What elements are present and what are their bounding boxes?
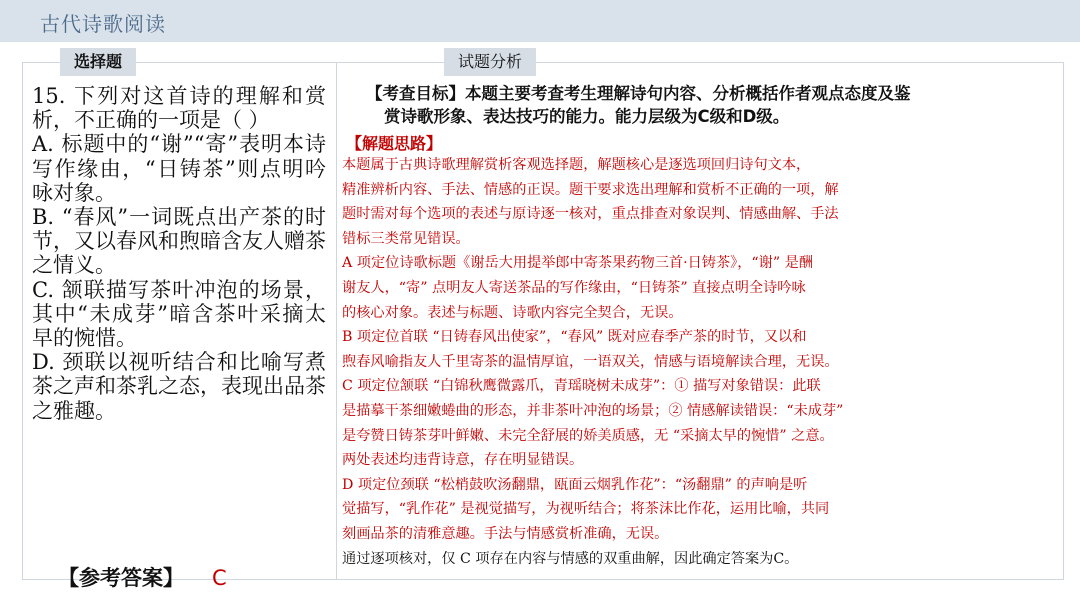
analysis-line: 觉描写，“乳作花” 是视觉描写，为视听结合；将茶沫比作花，运用比喻，共同: [342, 501, 830, 518]
answer-letter: C: [212, 566, 227, 590]
answer-label: 【参考答案】: [58, 566, 184, 590]
analysis-line: 题时需对每个选项的表述与原诗逐一核对，重点排查对象误判、情感曲解、手法: [342, 206, 839, 223]
tab-question-analysis: 试题分析: [444, 48, 536, 76]
question-text: 15. 下列对这首诗的理解和赏析，不正确的一项是（ ） A. 标题中的“谢”“寄”表明本诗写作缘由，“日铸茶”则点明吟咏对象。 B. “春风”一词既点出产茶的时节，又以春风和煦暗含友人赠茶之情义。 C. 颔联描写茶叶冲泡的场景，其中“未成芽”暗含茶叶采摘太早的惋惜。 D. 颈联以视听结合和比喻写煮茶之声和茶乳之态，表现出品茶之雅趣。: [32, 84, 326, 423]
exam-target: [366, 82, 1036, 128]
analysis-line: 本题属于古典诗歌理解赏析客观选择题，解题核心是逐选项回归诗句文本，: [342, 157, 811, 173]
page-title: 古代诗歌阅读: [40, 12, 166, 36]
reference-answer: [58, 562, 227, 590]
exam-target-line-1: 【考查目标】本题主要考查考生理解诗句内容、分析概括作者观点态度及鉴: [366, 84, 911, 103]
analysis-line: 是描摹干茶细嫩蜷曲的形态，并非茶叶冲泡的场景；② 情感解读错误：“未成芽”: [342, 402, 844, 419]
analysis-line: 谢友人，“寄” 点明友人寄送茶品的写作缘由，“日铸茶” 直接点明全诗吟咏: [342, 279, 806, 296]
analysis-line: B 项定位首联 “日铸春风出使家”，“春风” 既对应春季产茶的时节，又以和: [342, 329, 807, 346]
analysis-line: A 项定位诗歌标题《谢岳大用提举郎中寄茶果药物三首·日铸茶》，“谢” 是酬: [342, 255, 813, 272]
analysis-line: D 项定位颈联 “松梢鼓吹汤翻鼎，瓯面云烟乳作花”：“汤翻鼎” 的声响是听: [342, 476, 808, 493]
analysis-line: C 项定位颔联 “白锦秋鹰微露爪，青瑶晓树未成芽”：① 描写对象错误：此联: [342, 378, 821, 395]
analysis-line: 精准辨析内容、手法、情感的正误。题干要求选出理解和赏析不正确的一项，解: [342, 181, 839, 198]
tab-choice-question: 选择题: [60, 48, 136, 76]
analysis-conclusion: 通过逐项核对，仅 C 项存在内容与情感的双重曲解，因此确定答案为C。: [342, 550, 799, 567]
analysis-line: 错标三类常见错误。: [342, 230, 470, 247]
solution-ideas-title: 【解题思路】: [346, 134, 443, 153]
analysis-line: 的核心对象。表述与标题、诗歌内容完全契合，无误。: [342, 304, 683, 321]
analysis-line: 两处表述均违背诗意，存在明显错误。: [342, 452, 584, 469]
analysis-line: 是夸赞日铸茶芽叶鲜嫩、未完全舒展的娇美质感，无 “采摘太早的惋惜” 之意。: [342, 427, 834, 444]
analysis-line: 刻画品茶的清雅意趣。手法与情感赏析准确，无误。: [342, 525, 669, 542]
analysis-line: 煦春风喻指友人千里寄茶的温情厚谊，一语双关，情感与语境解读合理，无误。: [342, 353, 839, 370]
solution-analysis: [342, 153, 1058, 571]
exam-target-line-2: 赏诗歌形象、表达技巧的能力。能力层级为C级和D级。: [384, 107, 790, 126]
header-bar: [0, 0, 1080, 42]
